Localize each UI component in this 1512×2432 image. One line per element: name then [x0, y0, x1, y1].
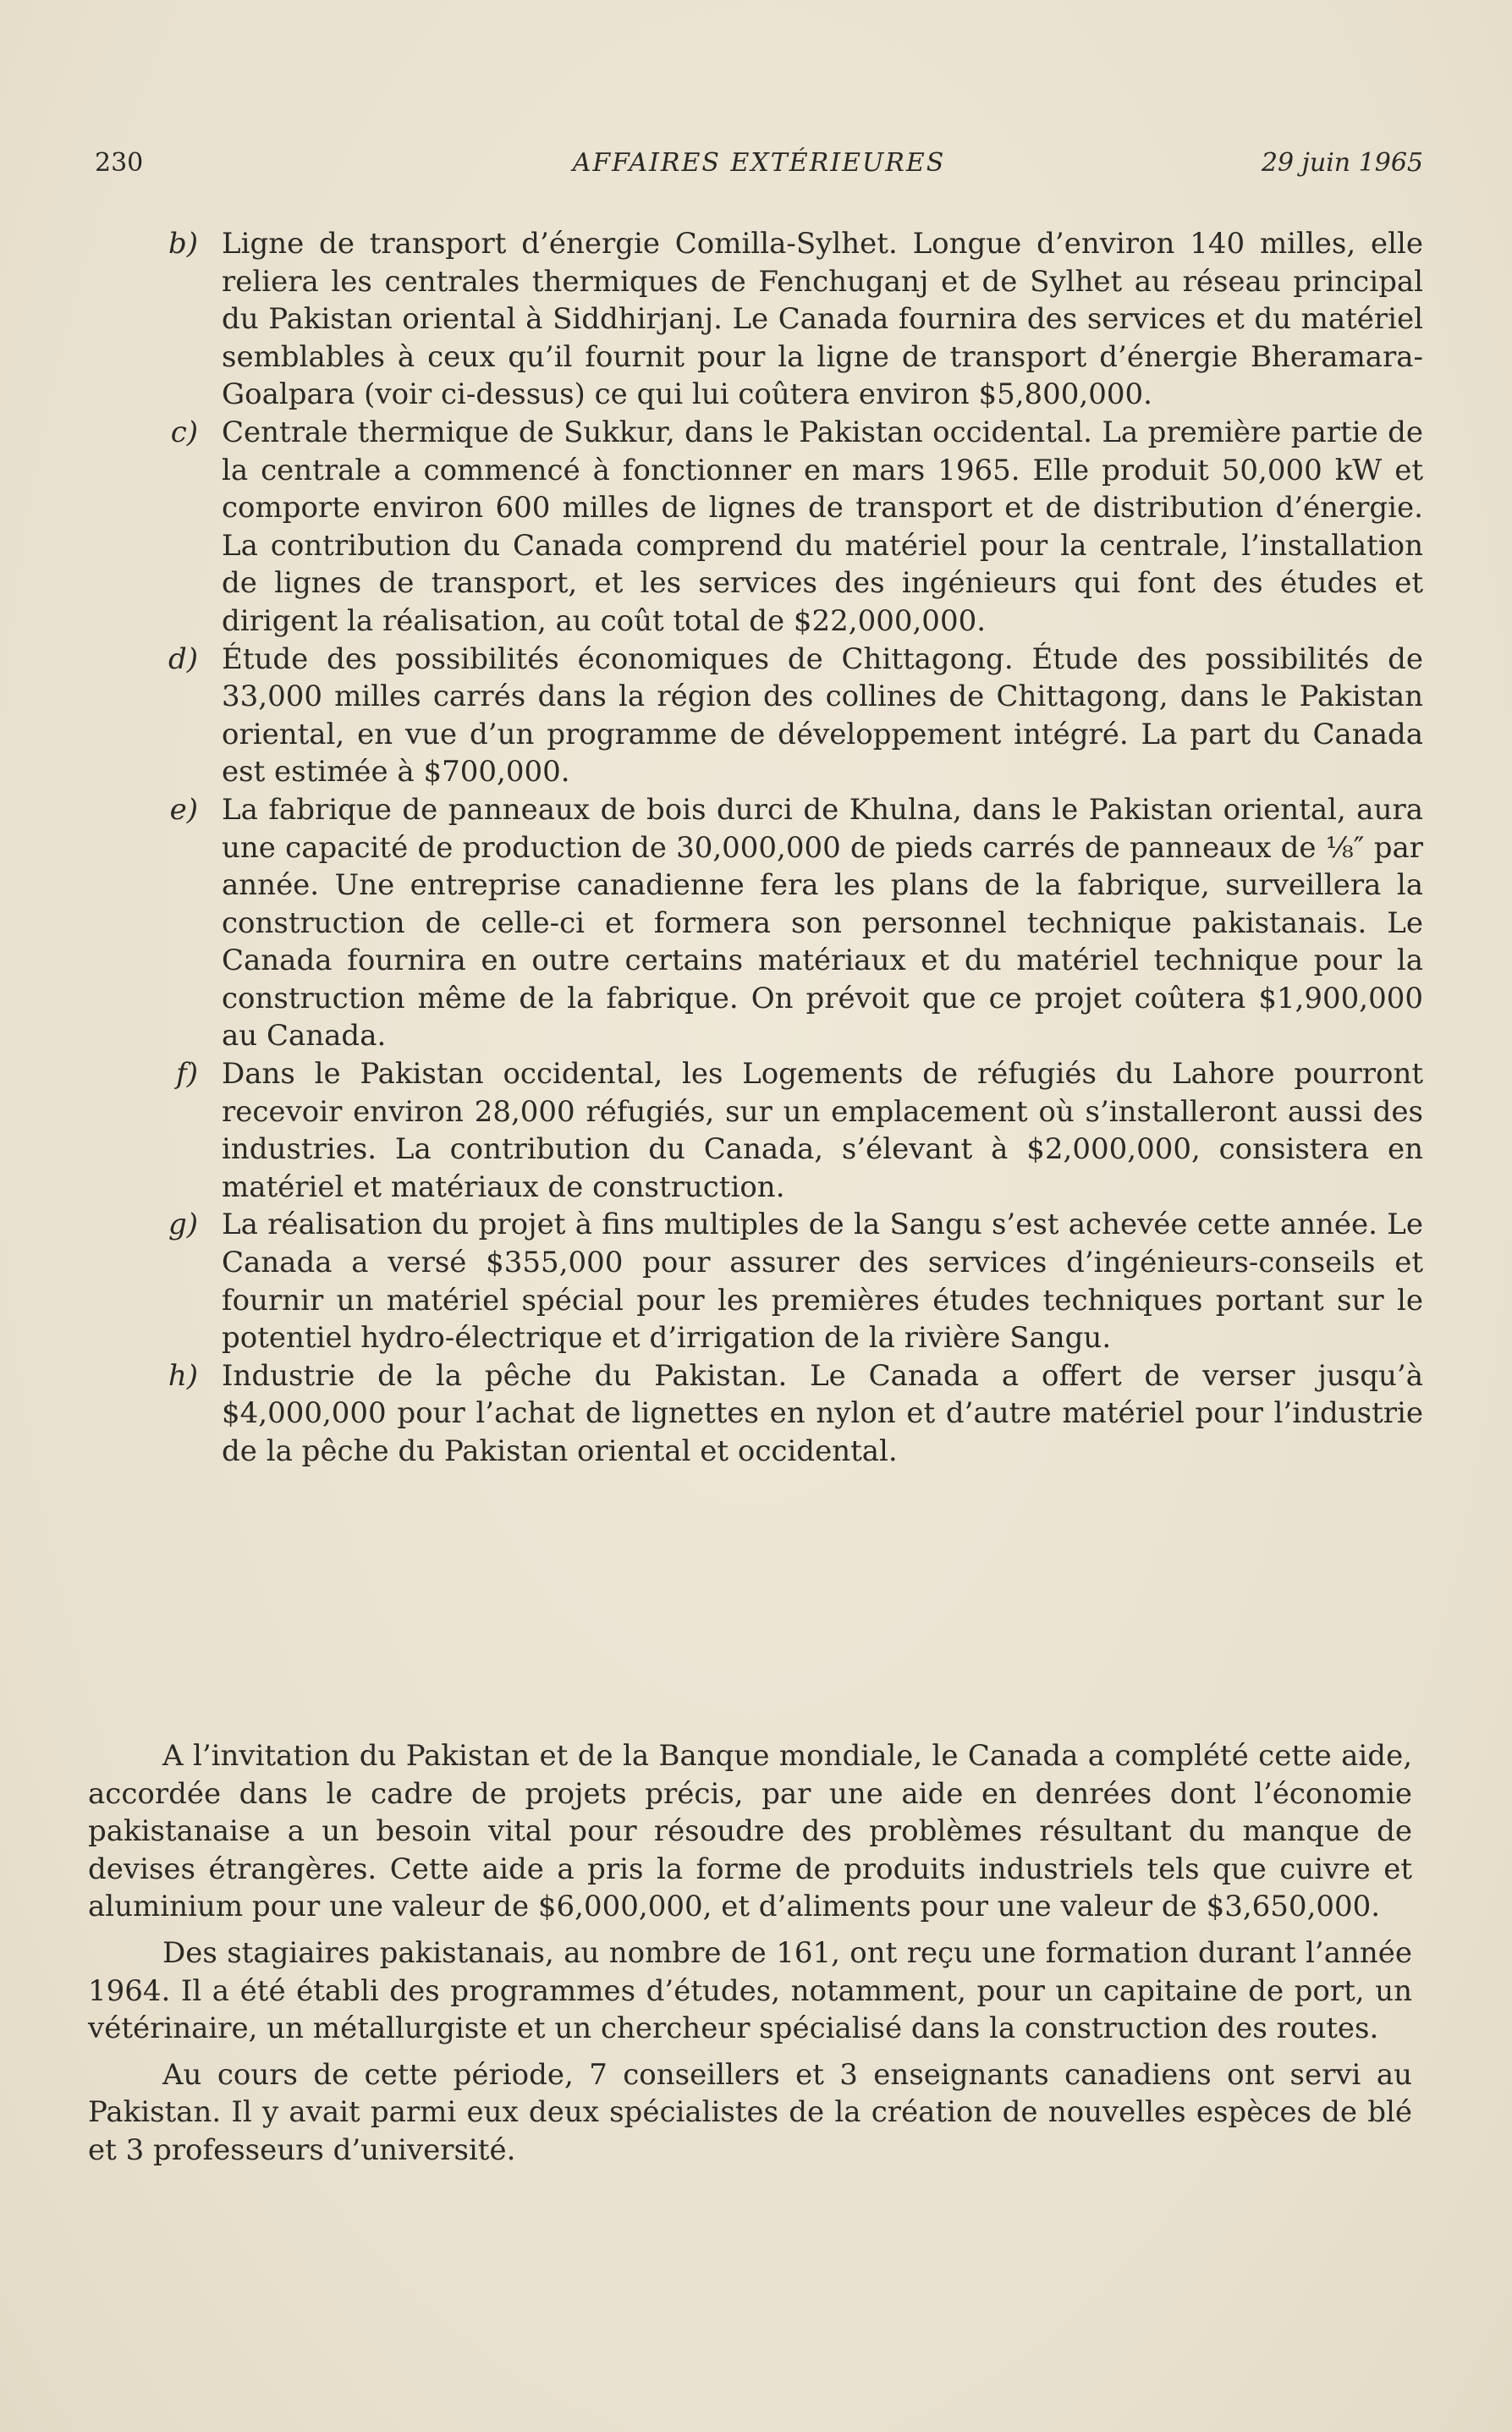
item-text: La fabrique de panneaux de bois durci de Khulna, dans le Pakistan oriental, aura une capacité de production de 30,000,000 de pieds carrés de panneaux de ⅛″ par année. Une entreprise canadienne fera les plans de la fabrique, surveillera la construction de celle-ci et formera son personnel technique pakistanais. Le Canada fournira en outre certains matériaux et du matériel technique pour la construction même de la fabrique. On prévoit que ce projet coûtera $1,900,000 au Canada.	[222, 792, 1423, 1054]
item-label: b)	[168, 227, 198, 261]
item-text: Industrie de la pêche du Pakistan. Le Canada a offert de verser jusqu’à $4,000,000 pour l’achat de lignettes en nylon et d’autre matériel pour l’industrie de la pêche du Pakistan oriental et occidental.	[222, 1358, 1423, 1468]
running-header	[95, 148, 1423, 190]
item-label: c)	[170, 415, 198, 449]
item-label: f)	[176, 1057, 198, 1092]
item-text: Centrale thermique de Sukkur, dans le Pakistan occidental. La première partie de la centrale a commencé à fonctionner en mars 1965. Elle produit 50,000 kW et comporte environ 600 milles de lignes de transport et de distribution d’énergie. La contribution du Canada comprend du matériel pour la centrale, l’installation de lignes de transport, et les services des ingénieurs qui font des études et dirigent la réalisation, au coût total de $22,000,000.	[222, 415, 1423, 638]
list-item	[170, 414, 1423, 641]
item-text: Dans le Pakistan occidental, les Logements de réfugiés du Lahore pourront recevoir environ 28,000 réfugiés, sur un emplacement où s’installeront aussi des industries. La contribution du Canada, s’élevant à $2,000,000, consistera en matériel et matériaux de construction.	[222, 1057, 1423, 1204]
item-label: e)	[169, 792, 198, 827]
item-label: d)	[168, 641, 198, 676]
list-item	[168, 641, 1423, 791]
paragraph: Des stagiaires pakistanais, au nombre de 161, ont reçu une formation durant l’année 1964. Il a été établi des programmes d’études, notamment, pour un capitaine de port, un vétérinaire, un métallurgiste et un chercheur spécialisé dans la construction des routes.	[88, 1935, 1412, 2046]
paragraph: Au cours de cette période, 7 conseillers et 3 enseignants canadiens ont servi au Pakistan. Il y avait parmi eux deux spécialistes de la création de nouvelles espèces de blé et 3 professeurs d’université.	[88, 2057, 1412, 2167]
list-item	[168, 1206, 1423, 1356]
body-text	[88, 1737, 1412, 2178]
item-text: Étude des possibilités économiques de Chittagong. Étude des possibilités de 33,000 milles carrés dans la région des collines de Chittagong, dans le Pakistan oriental, en vue d’un programme de développement intégré. La part du Canada est estimée à $700,000.	[222, 641, 1423, 790]
item-label: g)	[168, 1208, 198, 1242]
project-list	[168, 225, 1423, 1471]
item-text: Ligne de transport d’énergie Comilla-Sylhet. Longue d’environ 140 milles, elle reliera les centrales thermiques de Fenchuganj et de Sylhet au réseau principal du Pakistan oriental à Siddhirjanj. Le Canada fournira des services et du matériel semblables à ceux qu’il fournit pour la ligne de transport d’énergie Bheramara-Goalpara (voir ci-dessus) ce qui lui coûtera environ $5,800,000.	[222, 227, 1423, 412]
list-item	[168, 225, 1423, 414]
list-item	[169, 791, 1423, 1055]
running-title: AFFAIRES EXTÉRIEURES	[572, 148, 946, 178]
list-item	[176, 1055, 1423, 1206]
item-label: h)	[168, 1358, 198, 1393]
header-date: 29 juin 1965	[1261, 148, 1423, 178]
list-item	[168, 1357, 1423, 1471]
paragraph: A l’invitation du Pakistan et de la Banque mondiale, le Canada a complété cette aide, accordée dans le cadre de projets précis, par une aide en denrées dont l’économie pakistanaise a un besoin vital pour résoudre des problèmes résultant du manque de devises étrangères. Cette aide a pris la forme de produits industriels tels que cuivre et aluminium pour une valeur de $6,000,000, et d’aliments pour une valeur de $3,650,000.	[88, 1739, 1412, 1924]
item-text: La réalisation du projet à fins multiples de la Sangu s’est achevée cette année. Le Canada a versé $355,000 pour assurer des services d’ingénieurs-conseils et fournir un matériel spécial pour les premières études techniques portant sur le potentiel hydro-électrique et d’irrigation de la rivière Sangu.	[222, 1208, 1423, 1356]
page-number: 230	[95, 148, 144, 178]
